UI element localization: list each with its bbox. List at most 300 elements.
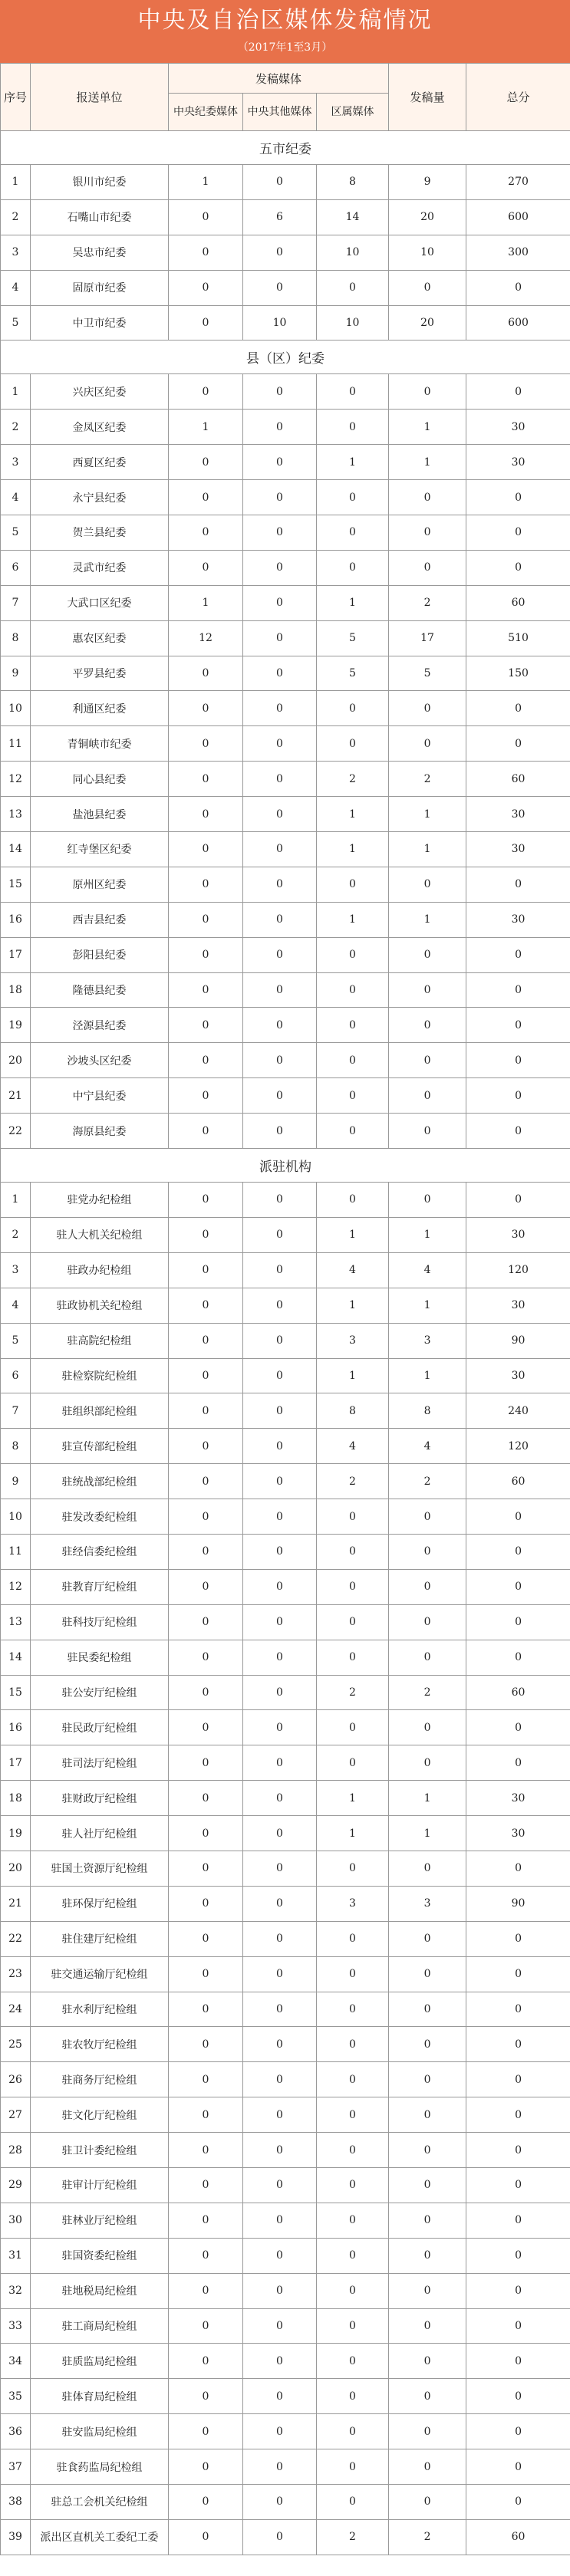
cell-regional: 0 (317, 2203, 389, 2238)
cell-central-other: 0 (243, 867, 317, 902)
cell-index: 1 (1, 1183, 31, 1218)
cell-regional: 5 (317, 656, 389, 691)
cell-central-commission: 0 (169, 1114, 243, 1149)
cell-central-commission: 0 (169, 2519, 243, 2555)
cell-central-other: 0 (243, 2449, 317, 2485)
cell-central-other: 0 (243, 656, 317, 691)
table-row (1, 1358, 570, 1393)
cell-unit: 驻公安厅纪检组 (31, 1675, 169, 1710)
cell-central-commission: 0 (169, 2097, 243, 2133)
cell-central-other: 0 (243, 1499, 317, 1535)
cell-score: 0 (466, 480, 570, 515)
cell-central-other: 0 (243, 445, 317, 480)
cell-central-other: 0 (243, 1393, 317, 1429)
cell-regional: 0 (317, 937, 389, 972)
cell-index: 20 (1, 1851, 31, 1886)
cell-count: 4 (389, 1252, 466, 1288)
cell-score: 0 (466, 1569, 570, 1604)
cell-regional: 0 (317, 2344, 389, 2379)
cell-central-commission: 0 (169, 1921, 243, 1956)
cell-count: 1 (389, 1288, 466, 1323)
cell-regional: 4 (317, 1252, 389, 1288)
table-row (1, 2414, 570, 2449)
cell-count: 0 (389, 550, 466, 585)
cell-unit: 青铜峡市纪委 (31, 726, 169, 762)
cell-regional: 0 (317, 1992, 389, 2027)
cell-central-other: 0 (243, 902, 317, 937)
cell-central-other: 0 (243, 2167, 317, 2203)
cell-unit: 驻人社厅纪检组 (31, 1816, 169, 1851)
cell-count: 0 (389, 2097, 466, 2133)
table-row (1, 1851, 570, 1886)
cell-count: 0 (389, 937, 466, 972)
cell-central-other: 0 (243, 726, 317, 762)
cell-index: 15 (1, 867, 31, 902)
cell-central-other: 0 (243, 1288, 317, 1323)
cell-central-commission: 0 (169, 1358, 243, 1393)
cell-unit: 驻政协机关纪检组 (31, 1288, 169, 1323)
cell-index: 12 (1, 762, 31, 797)
cell-unit: 驻经信委纪检组 (31, 1534, 169, 1569)
table-row (1, 2133, 570, 2168)
cell-central-other: 0 (243, 1078, 317, 1114)
cell-central-commission: 0 (169, 797, 243, 832)
table-row (1, 972, 570, 1008)
cell-index: 19 (1, 1008, 31, 1043)
cell-count: 8 (389, 1393, 466, 1429)
cell-score: 600 (466, 199, 570, 235)
cell-count: 20 (389, 199, 466, 235)
cell-central-commission: 0 (169, 1183, 243, 1218)
cell-count: 3 (389, 1323, 466, 1358)
cell-unit: 驻组织部纪检组 (31, 1393, 169, 1429)
cell-central-other: 0 (243, 1640, 317, 1675)
cell-regional: 0 (317, 2133, 389, 2168)
cell-count: 0 (389, 2062, 466, 2097)
cell-unit: 驻统战部纪检组 (31, 1464, 169, 1499)
table-row (1, 2344, 570, 2379)
table-row (1, 2027, 570, 2062)
cell-central-commission: 0 (169, 1745, 243, 1781)
table-row (1, 2167, 570, 2203)
cell-central-commission: 0 (169, 1816, 243, 1851)
cell-score: 30 (466, 410, 570, 445)
cell-central-commission: 0 (169, 1956, 243, 1992)
cell-unit: 驻发改委纪检组 (31, 1499, 169, 1535)
cell-unit: 驻安监局纪检组 (31, 2414, 169, 2449)
cell-central-commission: 0 (169, 550, 243, 585)
table-row (1, 480, 570, 515)
cell-central-other: 10 (243, 305, 317, 341)
cell-score: 0 (466, 2485, 570, 2520)
cell-index: 10 (1, 691, 31, 726)
cell-central-other: 0 (243, 1183, 317, 1218)
cell-central-other: 0 (243, 2133, 317, 2168)
cell-count: 0 (389, 2167, 466, 2203)
cell-score: 0 (466, 1956, 570, 1992)
section-row (1, 341, 570, 374)
cell-regional: 1 (317, 1358, 389, 1393)
cell-score: 120 (466, 1429, 570, 1464)
cell-index: 21 (1, 1886, 31, 1921)
cell-score: 60 (466, 585, 570, 620)
cell-count: 2 (389, 585, 466, 620)
cell-index: 25 (1, 2027, 31, 2062)
cell-score: 0 (466, 1921, 570, 1956)
cell-regional: 0 (317, 1043, 389, 1078)
cell-score: 0 (466, 1745, 570, 1781)
cell-index: 2 (1, 410, 31, 445)
cell-count: 3 (389, 1886, 466, 1921)
cell-central-other: 0 (243, 1217, 317, 1252)
table-row (1, 2097, 570, 2133)
cell-index: 16 (1, 902, 31, 937)
cell-central-commission: 0 (169, 1078, 243, 1114)
cell-central-other: 0 (243, 937, 317, 972)
cell-central-other: 0 (243, 2485, 317, 2520)
cell-central-commission: 1 (169, 585, 243, 620)
cell-unit: 原州区纪委 (31, 867, 169, 902)
cell-regional: 0 (317, 2027, 389, 2062)
cell-regional: 0 (317, 1078, 389, 1114)
cell-index: 17 (1, 1745, 31, 1781)
cell-index: 3 (1, 445, 31, 480)
cell-regional: 0 (317, 515, 389, 551)
cell-score: 270 (466, 165, 570, 200)
section-title: 县（区）纪委 (1, 341, 570, 374)
cell-regional: 0 (317, 1569, 389, 1604)
cell-unit: 驻民委纪检组 (31, 1640, 169, 1675)
cell-central-commission: 0 (169, 1008, 243, 1043)
cell-count: 0 (389, 1745, 466, 1781)
cell-regional: 2 (317, 1464, 389, 1499)
cell-unit: 中宁县纪委 (31, 1078, 169, 1114)
cell-regional: 1 (317, 585, 389, 620)
media-report-table (0, 63, 570, 2555)
cell-count: 2 (389, 2519, 466, 2555)
cell-regional: 1 (317, 1288, 389, 1323)
cell-central-commission: 0 (169, 480, 243, 515)
cell-central-commission: 0 (169, 972, 243, 1008)
cell-index: 21 (1, 1078, 31, 1114)
cell-central-other: 0 (243, 832, 317, 867)
cell-score: 510 (466, 620, 570, 656)
cell-unit: 平罗县纪委 (31, 656, 169, 691)
cell-count: 0 (389, 480, 466, 515)
table-row (1, 1499, 570, 1535)
cell-score: 30 (466, 902, 570, 937)
table-row (1, 515, 570, 551)
cell-central-other: 0 (243, 2273, 317, 2308)
cell-central-commission: 0 (169, 1781, 243, 1816)
cell-central-other: 0 (243, 1851, 317, 1886)
cell-count: 0 (389, 2379, 466, 2414)
cell-regional: 0 (317, 1114, 389, 1149)
cell-central-other: 0 (243, 1992, 317, 2027)
cell-count: 2 (389, 1464, 466, 1499)
table-row (1, 1252, 570, 1288)
cell-count: 0 (389, 2344, 466, 2379)
cell-count: 0 (389, 867, 466, 902)
table-row (1, 2519, 570, 2555)
cell-unit: 驻政办纪检组 (31, 1252, 169, 1288)
cell-regional: 0 (317, 1008, 389, 1043)
section-row (1, 131, 570, 165)
cell-unit: 永宁县纪委 (31, 480, 169, 515)
cell-central-commission: 0 (169, 1323, 243, 1358)
cell-score: 30 (466, 445, 570, 480)
table-row (1, 2203, 570, 2238)
cell-score: 0 (466, 1534, 570, 1569)
cell-unit: 驻科技厅纪检组 (31, 1604, 169, 1640)
cell-index: 4 (1, 480, 31, 515)
cell-score: 150 (466, 656, 570, 691)
cell-score: 0 (466, 515, 570, 551)
cell-score: 0 (466, 2379, 570, 2414)
cell-regional: 0 (317, 2414, 389, 2449)
cell-index: 9 (1, 1464, 31, 1499)
cell-score: 90 (466, 1323, 570, 1358)
cell-count: 2 (389, 762, 466, 797)
cell-score: 0 (466, 2133, 570, 2168)
section-row (1, 1149, 570, 1183)
cell-central-commission: 0 (169, 937, 243, 972)
cell-index: 28 (1, 2133, 31, 2168)
cell-central-other: 0 (243, 410, 317, 445)
cell-index: 30 (1, 2203, 31, 2238)
cell-index: 34 (1, 2344, 31, 2379)
cell-unit: 驻卫计委纪检组 (31, 2133, 169, 2168)
cell-regional: 0 (317, 691, 389, 726)
cell-unit: 驻民政厅纪检组 (31, 1710, 169, 1745)
cell-index: 4 (1, 1288, 31, 1323)
cell-unit: 西吉县纪委 (31, 902, 169, 937)
cell-index: 24 (1, 1992, 31, 2027)
table-row (1, 1464, 570, 1499)
table-row (1, 1429, 570, 1464)
table-row (1, 1569, 570, 1604)
cell-index: 16 (1, 1710, 31, 1745)
cell-regional: 0 (317, 1534, 389, 1569)
cell-index: 5 (1, 1323, 31, 1358)
cell-count: 0 (389, 2027, 466, 2062)
cell-index: 11 (1, 726, 31, 762)
cell-unit: 固原市纪委 (31, 270, 169, 305)
cell-regional: 2 (317, 2519, 389, 2555)
cell-unit: 盐池县纪委 (31, 797, 169, 832)
cell-index: 13 (1, 1604, 31, 1640)
header-regional: 区属媒体 (317, 94, 389, 131)
cell-central-other: 0 (243, 2344, 317, 2379)
cell-index: 1 (1, 374, 31, 410)
cell-central-other: 0 (243, 515, 317, 551)
cell-central-commission: 0 (169, 199, 243, 235)
cell-regional: 1 (317, 797, 389, 832)
table-row (1, 374, 570, 410)
cell-score: 30 (466, 1816, 570, 1851)
page-title: 中央及自治区媒体发稿情况 (137, 7, 433, 34)
cell-index: 35 (1, 2379, 31, 2414)
cell-unit: 派出区直机关工委纪工委 (31, 2519, 169, 2555)
cell-central-commission: 1 (169, 165, 243, 200)
cell-score: 30 (466, 1358, 570, 1393)
cell-count: 0 (389, 1851, 466, 1886)
cell-index: 6 (1, 1358, 31, 1393)
cell-unit: 银川市纪委 (31, 165, 169, 200)
cell-score: 0 (466, 2414, 570, 2449)
cell-index: 14 (1, 832, 31, 867)
cell-unit: 驻水利厅纪检组 (31, 1992, 169, 2027)
cell-score: 240 (466, 1393, 570, 1429)
cell-regional: 10 (317, 235, 389, 270)
cell-central-other: 0 (243, 1816, 317, 1851)
cell-central-other: 0 (243, 1464, 317, 1499)
cell-central-other: 0 (243, 2238, 317, 2273)
cell-regional: 1 (317, 832, 389, 867)
cell-score: 0 (466, 2097, 570, 2133)
cell-central-other: 0 (243, 762, 317, 797)
cell-regional: 0 (317, 1921, 389, 1956)
table-row (1, 235, 570, 270)
cell-central-commission: 0 (169, 374, 243, 410)
cell-count: 5 (389, 656, 466, 691)
cell-central-commission: 0 (169, 691, 243, 726)
cell-index: 1 (1, 165, 31, 200)
table-row (1, 2238, 570, 2273)
cell-central-other: 0 (243, 480, 317, 515)
cell-regional: 1 (317, 1816, 389, 1851)
cell-unit: 驻农牧厅纪检组 (31, 2027, 169, 2062)
cell-regional: 5 (317, 620, 389, 656)
cell-score: 30 (466, 1217, 570, 1252)
table-row (1, 1078, 570, 1114)
cell-unit: 吴忠市纪委 (31, 235, 169, 270)
cell-count: 2 (389, 1675, 466, 1710)
cell-unit: 驻住建厅纪检组 (31, 1921, 169, 1956)
cell-unit: 利通区纪委 (31, 691, 169, 726)
cell-count: 0 (389, 972, 466, 1008)
cell-regional: 10 (317, 305, 389, 341)
cell-central-commission: 0 (169, 1217, 243, 1252)
cell-central-other: 0 (243, 1956, 317, 1992)
cell-index: 32 (1, 2273, 31, 2308)
cell-score: 0 (466, 374, 570, 410)
table-row (1, 2449, 570, 2485)
cell-regional: 0 (317, 1640, 389, 1675)
cell-count: 20 (389, 305, 466, 341)
cell-index: 23 (1, 1956, 31, 1992)
cell-count: 0 (389, 2273, 466, 2308)
cell-score: 0 (466, 1710, 570, 1745)
cell-unit: 驻林业厅纪检组 (31, 2203, 169, 2238)
cell-central-other: 0 (243, 1886, 317, 1921)
header-index: 序号 (1, 64, 31, 131)
cell-unit: 驻高院纪检组 (31, 1323, 169, 1358)
cell-central-commission: 0 (169, 656, 243, 691)
cell-unit: 兴庆区纪委 (31, 374, 169, 410)
cell-score: 0 (466, 2167, 570, 2203)
cell-unit: 驻地税局纪检组 (31, 2273, 169, 2308)
table-row (1, 691, 570, 726)
table-row (1, 1816, 570, 1851)
cell-central-commission: 0 (169, 445, 243, 480)
cell-count: 9 (389, 165, 466, 200)
cell-index: 8 (1, 620, 31, 656)
title-banner (0, 0, 570, 63)
cell-count: 0 (389, 2308, 466, 2344)
cell-index: 2 (1, 199, 31, 235)
cell-index: 11 (1, 1534, 31, 1569)
table-row (1, 726, 570, 762)
cell-score: 0 (466, 2238, 570, 2273)
cell-regional: 0 (317, 1745, 389, 1781)
cell-index: 18 (1, 972, 31, 1008)
cell-central-commission: 0 (169, 2379, 243, 2414)
cell-unit: 驻商务厅纪检组 (31, 2062, 169, 2097)
cell-central-other: 0 (243, 1534, 317, 1569)
cell-regional: 8 (317, 165, 389, 200)
cell-count: 0 (389, 1534, 466, 1569)
cell-count: 0 (389, 691, 466, 726)
cell-central-other: 0 (243, 1252, 317, 1288)
cell-score: 0 (466, 867, 570, 902)
cell-central-commission: 0 (169, 1464, 243, 1499)
cell-count: 1 (389, 832, 466, 867)
cell-central-commission: 0 (169, 902, 243, 937)
cell-score: 0 (466, 1604, 570, 1640)
cell-score: 30 (466, 1288, 570, 1323)
section-title: 派驻机构 (1, 1149, 570, 1183)
cell-score: 30 (466, 1781, 570, 1816)
table-row (1, 305, 570, 341)
cell-score: 0 (466, 2308, 570, 2344)
cell-central-commission: 0 (169, 1710, 243, 1745)
cell-score: 0 (466, 1499, 570, 1535)
cell-unit: 海原县纪委 (31, 1114, 169, 1149)
cell-central-commission: 0 (169, 2027, 243, 2062)
cell-index: 2 (1, 1217, 31, 1252)
cell-central-other: 0 (243, 1114, 317, 1149)
cell-regional: 0 (317, 270, 389, 305)
table-row (1, 1675, 570, 1710)
cell-regional: 3 (317, 1886, 389, 1921)
cell-central-commission: 0 (169, 235, 243, 270)
cell-count: 17 (389, 620, 466, 656)
cell-unit: 驻质监局纪检组 (31, 2344, 169, 2379)
cell-index: 3 (1, 235, 31, 270)
cell-central-commission: 0 (169, 2449, 243, 2485)
cell-regional: 0 (317, 480, 389, 515)
cell-count: 0 (389, 2133, 466, 2168)
table-row (1, 2379, 570, 2414)
cell-count: 0 (389, 2485, 466, 2520)
cell-central-commission: 0 (169, 2238, 243, 2273)
cell-central-commission: 0 (169, 1886, 243, 1921)
cell-central-commission: 0 (169, 1534, 243, 1569)
cell-score: 0 (466, 1114, 570, 1149)
table-row (1, 445, 570, 480)
cell-index: 27 (1, 2097, 31, 2133)
cell-central-commission: 12 (169, 620, 243, 656)
cell-central-commission: 0 (169, 762, 243, 797)
header-score: 总分 (466, 64, 570, 131)
cell-central-commission: 0 (169, 1851, 243, 1886)
cell-central-other: 0 (243, 374, 317, 410)
cell-central-other: 0 (243, 1429, 317, 1464)
cell-central-commission: 0 (169, 1992, 243, 2027)
table-body (1, 131, 570, 2555)
table-row (1, 1781, 570, 1816)
